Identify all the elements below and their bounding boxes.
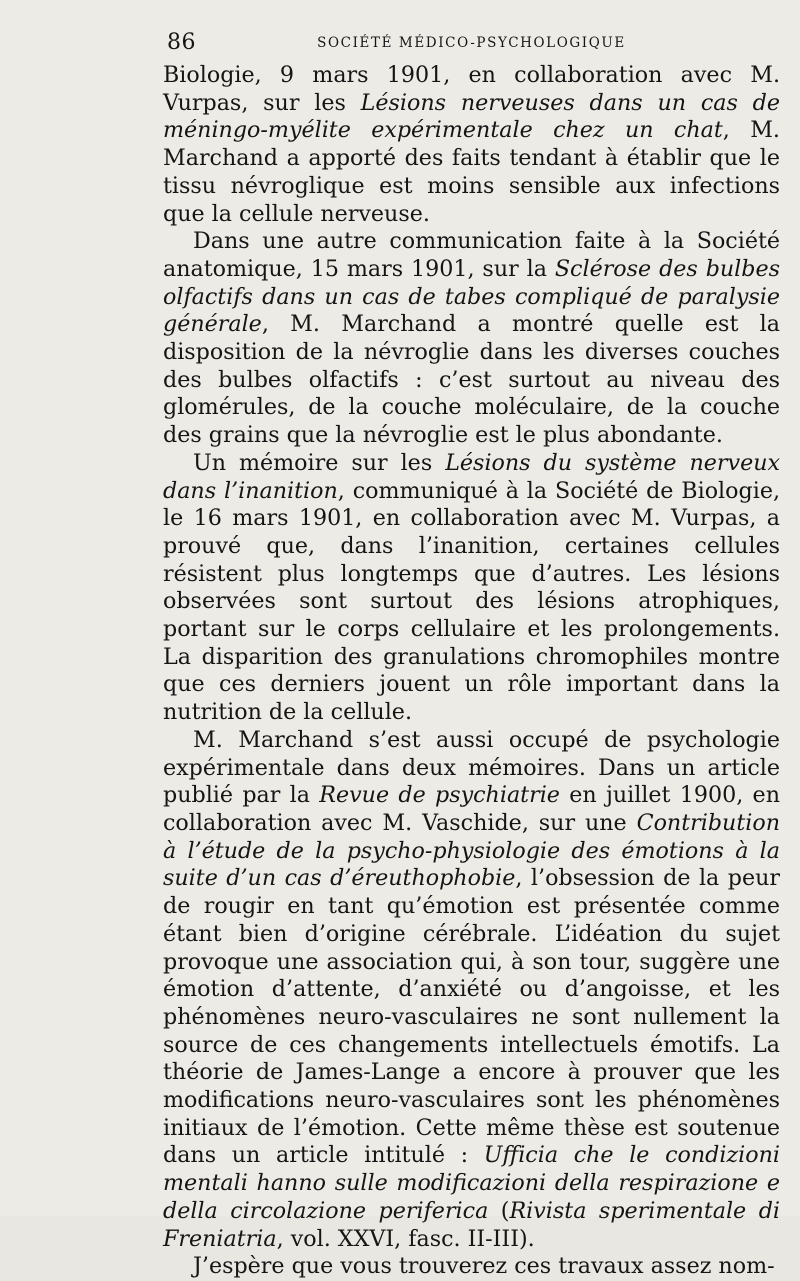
- text-run: , M. Marchand a montré quelle est la disposition de la névroglie dans les diverses couches des bulbes olfactifs : c’est surtout au niveau des glomérules, de la couche moléculaire, de la couche des grains que la névroglie est le plus abondante.: [163, 311, 780, 449]
- italic-title: Revue de psychiatrie: [319, 782, 560, 809]
- italic-title: Lésions nerveuses dans un cas de méningo-myélite expérimentale chez un chat: [163, 89, 780, 144]
- text-run: Biologie, 9 mars 1901, en collaboration avec M. Vurpas, sur les: [163, 62, 780, 116]
- italic-title: Rivista sperimentale di Freniatria: [163, 1197, 780, 1252]
- text-run: Un mémoire sur les: [193, 449, 446, 476]
- text-run: , l’obsession de la peur de rougir en tant qu’émotion est présentée comme étant bien d’origine cérébrale. L’idéation du sujet provoque une association qui, à son tour, suggère une émotion d’attente, d’anxiété ou d’angoisse, et les phénomènes neuro-vasculaires ne sont nullement la source de ces changements intellectuels émotifs. La théorie de James-Lange a encore à prouver que les modifications neuro-vasculaires sont les phénomènes initiaux de l’émotion. Cette même thèse est soutenue dans un article intitulé :: [163, 865, 780, 1169]
- text-run: Dans une autre communication faite à la Société anatomique, 15 mars 1901, sur la: [163, 228, 780, 282]
- paragraph: [163, 450, 780, 727]
- text-run: J’espère que vous trouverez ces travaux assez nom-: [193, 1253, 775, 1280]
- paragraph: [163, 62, 780, 228]
- page-header: [163, 22, 780, 62]
- text-run: , M. Marchand a apporté des faits tendant à établir que le tissu névroglique est moins sensible aux infections que la cellule nerveuse.: [163, 117, 780, 227]
- text-run: M. Marchand s’est aussi occupé de psychologie expérimentale dans deux mémoires. Dans un article publié par la: [163, 726, 780, 809]
- italic-title: Ufficia che le condizioni mentali hanno sulle modificazioni della respirazione e della circolazione periferica: [163, 1142, 780, 1224]
- page-number: 86: [167, 30, 196, 55]
- paragraph: [163, 1253, 780, 1281]
- text-run: en juillet 1900, en collaboration avec M. Vaschide, sur une: [163, 782, 780, 836]
- text-run: , communiqué à la Société de Biologie, le 16 mars 1901, en collaboration avec M. Vurpas, a prouvé que, dans l’inanition, certaines cellules résistent plus longtemps que d’autres. Les lésions observées sont surtout des lésions atrophiques, portant sur le corps cellulaire et les prolongements. La disparition des granulations chromophiles montre que ces derniers jouent un rôle important dans la nutrition de la cellule.: [163, 477, 780, 726]
- italic-title: Lésions du système nerveux dans l’inanition: [163, 449, 780, 504]
- italic-title: Contribution à l’étude de la psycho-physiologie des émotions à la suite d’un cas d’éreuthophobie: [163, 809, 780, 892]
- body-text: [163, 62, 780, 1281]
- running-head: SOCIÉTÉ MÉDICO-PSYCHOLOGIQUE: [317, 35, 626, 51]
- paragraph: [163, 228, 780, 450]
- paragraph: [163, 727, 780, 1253]
- text-run: , vol. XXVI, fasc. II-III).: [276, 1225, 535, 1252]
- italic-title: Sclérose des bulbes olfactifs dans un cas de tabes compliqué de paralysie générale: [163, 255, 781, 338]
- text-run: (: [488, 1197, 510, 1224]
